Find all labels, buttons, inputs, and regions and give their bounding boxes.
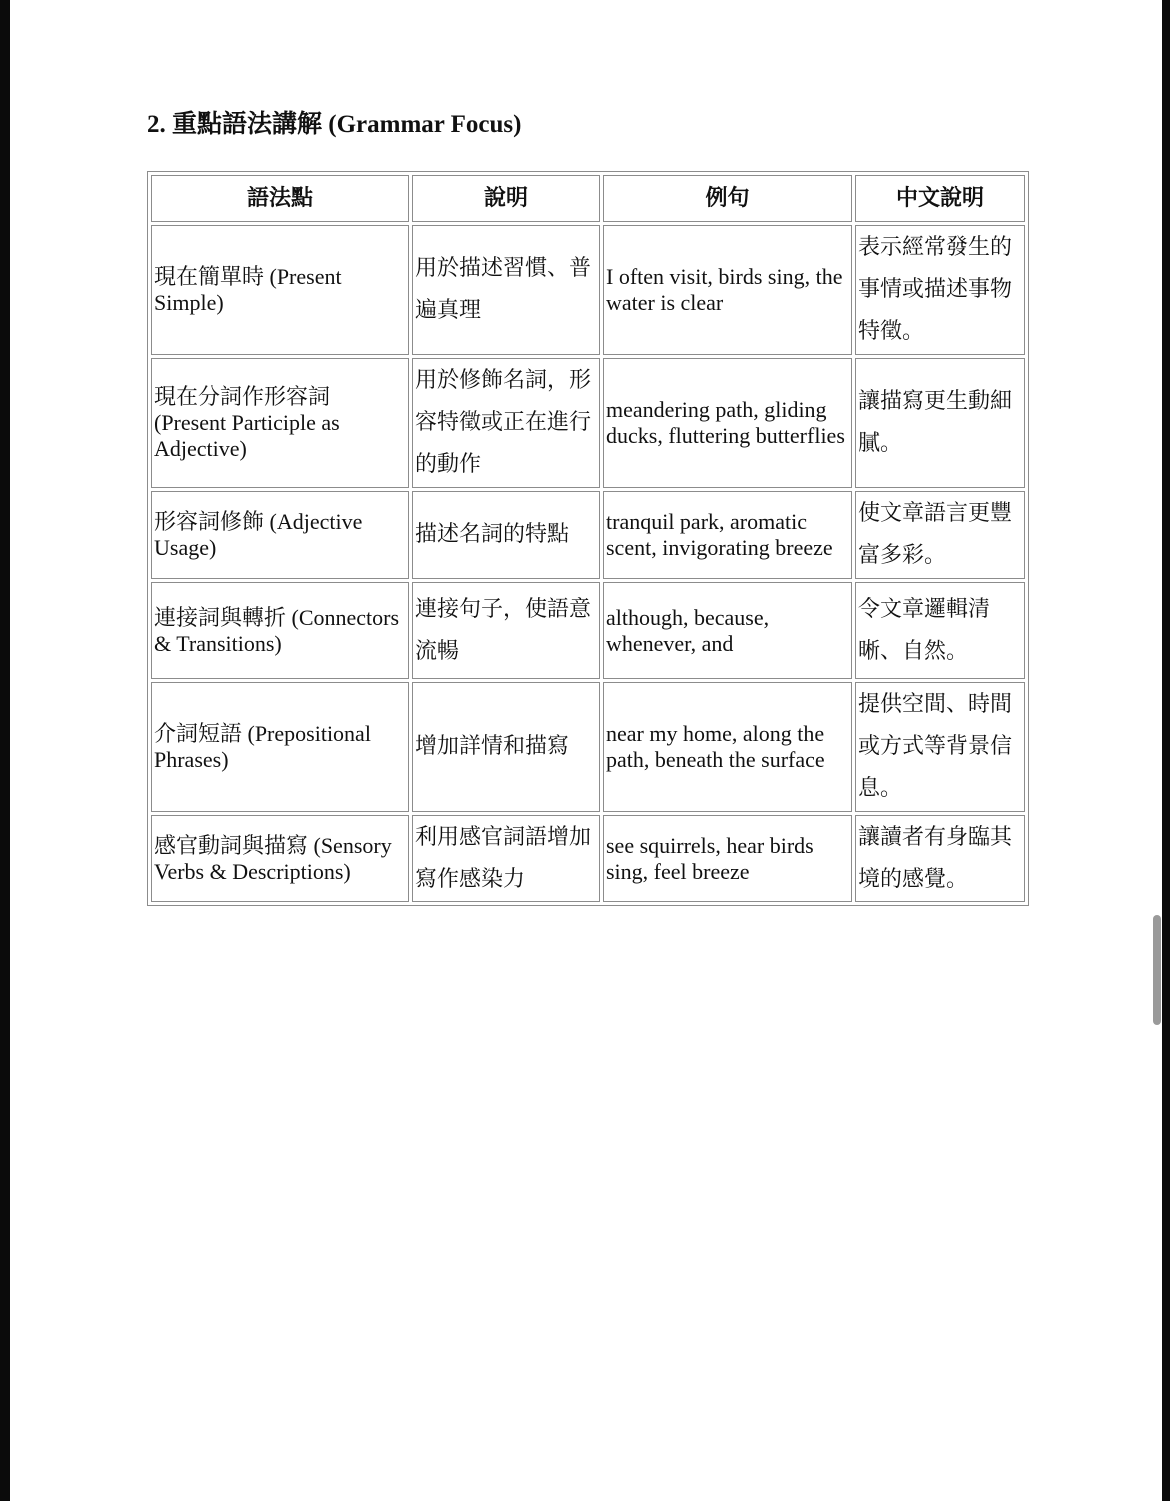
grammar-point-cell: 形容詞修飾 (Adjective Usage) <box>151 491 409 579</box>
grammar-point-cell: 現在簡單時 (Present Simple) <box>151 225 409 355</box>
table-row <box>151 225 1025 355</box>
chinese-explanation-cell: 令文章邏輯清晰、自然。 <box>855 582 1025 679</box>
example-cell: tranquil park, aromatic scent, invigorating breeze <box>603 491 852 579</box>
table-header-row <box>151 175 1025 222</box>
table-row <box>151 682 1025 812</box>
chinese-explanation-cell: 使文章語言更豐富多彩。 <box>855 491 1025 579</box>
explanation-cell: 增加詳情和描寫 <box>412 682 600 812</box>
document-page <box>10 0 1162 1501</box>
table-row <box>151 358 1025 488</box>
chinese-explanation-cell: 讓讀者有身臨其境的感覺。 <box>855 815 1025 902</box>
explanation-cell: 連接句子，使語意流暢 <box>412 582 600 679</box>
chinese-explanation-cell: 讓描寫更生動細膩。 <box>855 358 1025 488</box>
example-cell: see squirrels, hear birds sing, feel breeze <box>603 815 852 902</box>
explanation-cell: 用於描述習慣、普遍真理 <box>412 225 600 355</box>
header-example: 例句 <box>603 175 852 222</box>
example-cell: although, because, whenever, and <box>603 582 852 679</box>
chinese-explanation-cell: 提供空間、時間或方式等背景信息。 <box>855 682 1025 812</box>
grammar-point-cell: 感官動詞與描寫 (Sensory Verbs & Descriptions) <box>151 815 409 902</box>
explanation-cell: 利用感官詞語增加寫作感染力 <box>412 815 600 902</box>
explanation-cell: 描述名詞的特點 <box>412 491 600 579</box>
grammar-point-cell: 現在分詞作形容詞 (Present Participle as Adjective) <box>151 358 409 488</box>
table-row <box>151 815 1025 902</box>
header-explanation: 說明 <box>412 175 600 222</box>
table-row <box>151 491 1025 579</box>
table-row <box>151 582 1025 679</box>
header-grammar-point: 語法點 <box>151 175 409 222</box>
header-chinese-explanation: 中文說明 <box>855 175 1025 222</box>
chinese-explanation-cell: 表示經常發生的事情或描述事物特徵。 <box>855 225 1025 355</box>
section-heading: 2. 重點語法講解 (Grammar Focus) <box>147 111 522 138</box>
grammar-point-cell: 介詞短語 (Prepositional Phrases) <box>151 682 409 812</box>
grammar-point-cell: 連接詞與轉折 (Connectors & Transitions) <box>151 582 409 679</box>
vertical-scrollbar[interactable] <box>1153 915 1161 1025</box>
explanation-cell: 用於修飾名詞，形容特徵或正在進行的動作 <box>412 358 600 488</box>
grammar-table <box>147 171 1029 906</box>
example-cell: near my home, along the path, beneath the surface <box>603 682 852 812</box>
example-cell: meandering path, gliding ducks, fluttering butterflies <box>603 358 852 488</box>
example-cell: I often visit, birds sing, the water is clear <box>603 225 852 355</box>
